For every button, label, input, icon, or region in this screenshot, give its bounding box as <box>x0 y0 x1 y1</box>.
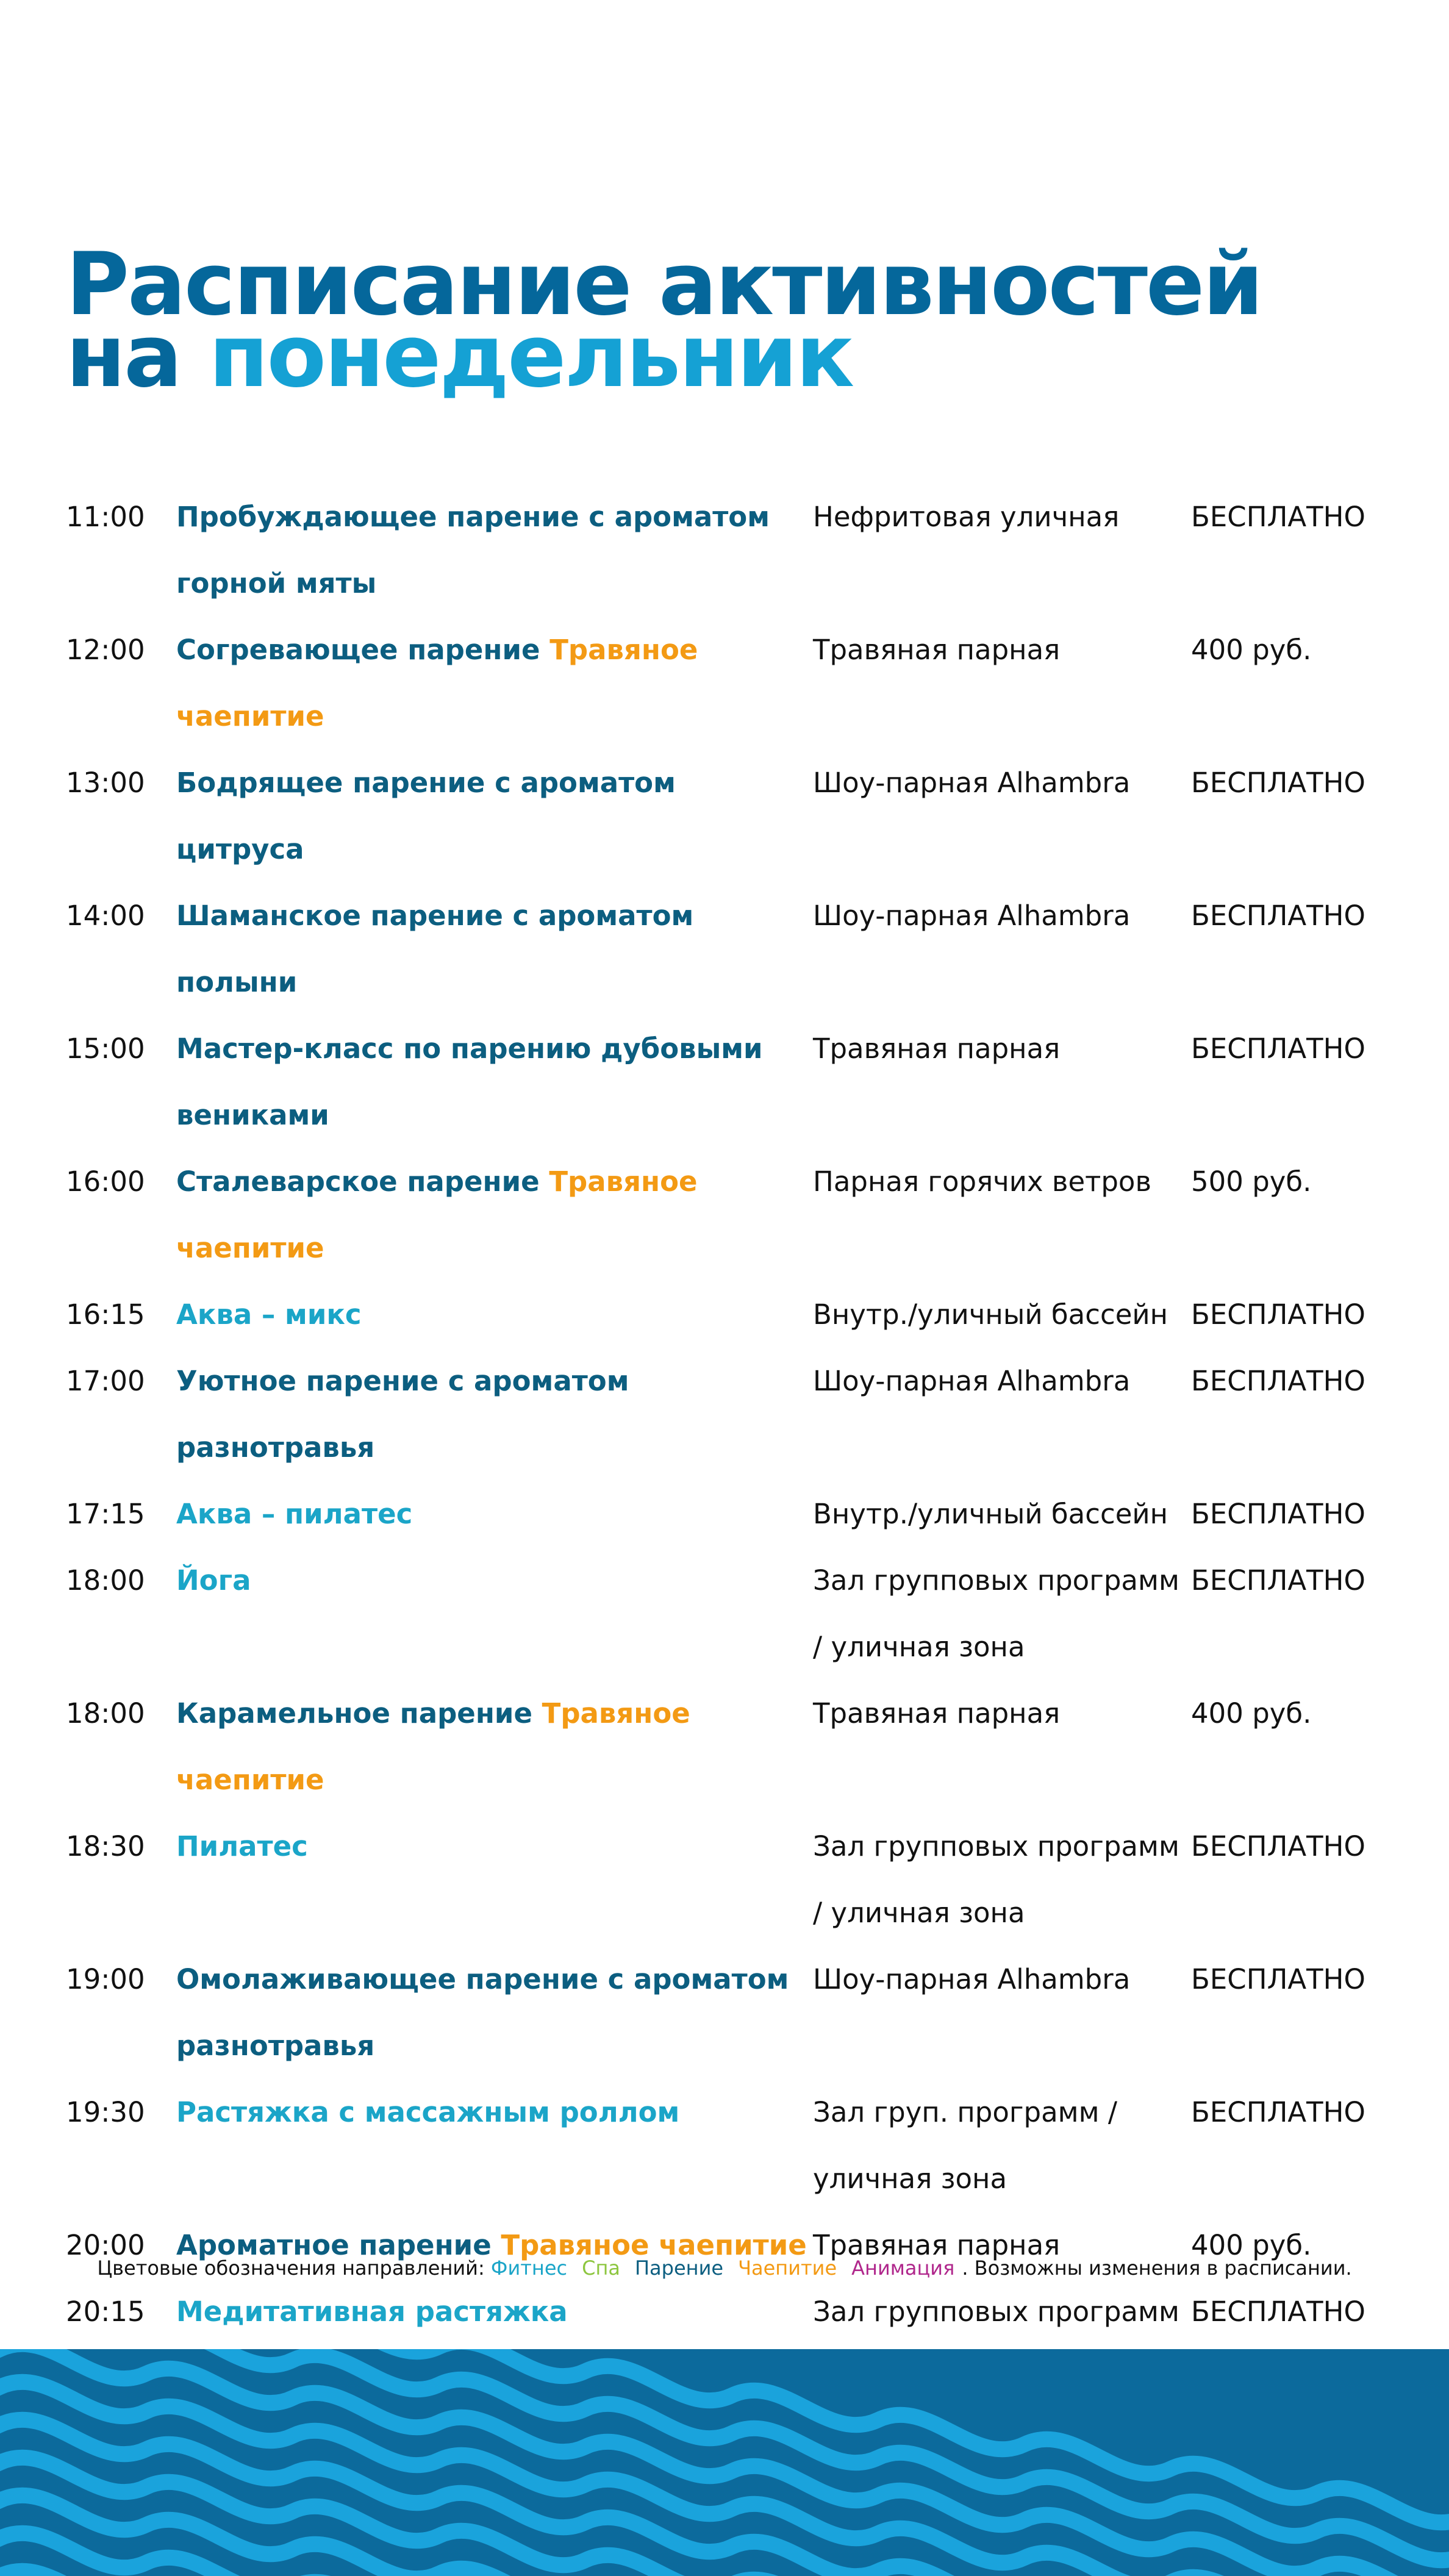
schedule-price: БЕСПЛАТНО <box>1191 1032 1365 1065</box>
schedule-activity <box>176 1148 813 1281</box>
activity-name: Карамельное парение <box>176 1697 532 1730</box>
legend-item: Анимация <box>851 2256 955 2280</box>
schedule-activity <box>176 882 813 1015</box>
schedule-price: БЕСПЛАТНО <box>1191 767 1365 799</box>
activity-name: Медитативная растяжка <box>176 2295 568 2328</box>
schedule-time: 11:00 <box>66 501 145 533</box>
schedule-time: 18:00 <box>66 1697 145 1730</box>
activity-name: Ароматное парение <box>176 2229 492 2261</box>
decorative-wave-band <box>0 2349 1449 2576</box>
page-title <box>66 234 1262 407</box>
activity-name: Пробуждающее парение с ароматом горной мяты <box>176 501 770 599</box>
color-legend <box>0 2256 1449 2280</box>
schedule-row <box>0 882 1449 1015</box>
legend-item: Фитнес <box>490 2256 568 2280</box>
schedule-price: БЕСПЛАТНО <box>1191 1498 1365 1530</box>
schedule-price: БЕСПЛАТНО <box>1191 2295 1365 2328</box>
schedule-row <box>0 1680 1449 1813</box>
tea-ceremony-tag: Травяное чаепитие <box>176 1165 698 1264</box>
schedule-time: 18:30 <box>66 1830 145 1862</box>
schedule-price: БЕСПЛАТНО <box>1191 501 1365 533</box>
schedule-row <box>0 1481 1449 1547</box>
schedule-location: Травяная парная <box>813 1697 1061 1730</box>
schedule-time: 19:00 <box>66 1963 145 1995</box>
schedule-price: БЕСПЛАТНО <box>1191 1830 1365 1862</box>
schedule-activity <box>176 2079 813 2145</box>
schedule-price: БЕСПЛАТНО <box>1191 2096 1365 2128</box>
schedule-row <box>0 484 1449 617</box>
activity-name: Шаманское парение с ароматом полыни <box>176 900 694 998</box>
schedule-location: Внутр./уличный бассейн <box>813 1498 1168 1530</box>
activity-name: Йога <box>176 1564 251 1597</box>
schedule-activity <box>176 617 813 750</box>
legend-suffix: . Возможны изменения в расписании. <box>962 2256 1352 2280</box>
wave-stripe <box>0 2471 1449 2576</box>
schedule-row <box>0 1148 1449 1281</box>
schedule-location: Шоу-парная Alhambra <box>813 767 1131 799</box>
legend-item: Парение <box>634 2256 724 2280</box>
schedule-price: 400 руб. <box>1191 2229 1312 2261</box>
tea-ceremony-tag: Травяное чаепитие <box>176 634 698 732</box>
schedule-activity <box>176 1946 813 2079</box>
schedule-time: 18:00 <box>66 1564 145 1597</box>
schedule-row <box>0 1547 1449 1680</box>
activity-name: Аква – пилатес <box>176 1498 413 1530</box>
activity-name: Бодрящее парение с ароматом цитруса <box>176 767 676 865</box>
activity-name: Сталеварское парение <box>176 1165 540 1198</box>
schedule-activity <box>176 2278 813 2345</box>
activity-name: Мастер-класс по парению дубовыми вениками <box>176 1032 763 1131</box>
schedule-time: 15:00 <box>66 1032 145 1065</box>
schedule-table <box>0 484 1449 2544</box>
schedule-location: Травяная парная <box>813 2229 1061 2261</box>
schedule-location: Зал групповых программ / уличная зона <box>813 1830 1179 1929</box>
title-line-2-accent: понедельник <box>209 306 853 407</box>
schedule-activity <box>176 1481 813 1547</box>
activity-name: Уютное парение с ароматом разнотравья <box>176 1365 629 1464</box>
schedule-time: 13:00 <box>66 767 145 799</box>
schedule-location: Нефритовая уличная <box>813 501 1120 533</box>
schedule-price: БЕСПЛАТНО <box>1191 1298 1365 1331</box>
schedule-row <box>0 617 1449 750</box>
schedule-location: Шоу-парная Alhambra <box>813 1963 1131 1995</box>
schedule-row <box>0 1946 1449 2079</box>
activity-name: Согревающее парение <box>176 634 540 666</box>
schedule-row <box>0 1348 1449 1481</box>
schedule-activity <box>176 1281 813 1348</box>
legend-item: Чаепитие <box>738 2256 837 2280</box>
schedule-time: 20:00 <box>66 2229 145 2261</box>
tea-ceremony-tag: Травяное чаепитие <box>176 1697 690 1796</box>
schedule-location: Шоу-парная Alhambra <box>813 900 1131 932</box>
schedule-activity <box>176 1015 813 1148</box>
activity-name: Аква – микс <box>176 1298 362 1331</box>
schedule-price: 400 руб. <box>1191 634 1312 666</box>
schedule-time: 14:00 <box>66 900 145 932</box>
schedule-row <box>0 2079 1449 2212</box>
schedule-activity <box>176 484 813 617</box>
schedule-price: БЕСПЛАТНО <box>1191 1963 1365 1995</box>
schedule-time: 17:00 <box>66 1365 145 1397</box>
schedule-time: 19:30 <box>66 2096 145 2128</box>
schedule-price: БЕСПЛАТНО <box>1191 1365 1365 1397</box>
schedule-row <box>0 1281 1449 1348</box>
legend-item: Спа <box>582 2256 620 2280</box>
schedule-activity <box>176 1547 813 1614</box>
schedule-location: Травяная парная <box>813 634 1061 666</box>
tea-ceremony-tag: Травяное чаепитие <box>501 2229 807 2261</box>
schedule-activity <box>176 1813 813 1880</box>
legend-prefix: Цветовые обозначения направлений: <box>97 2256 485 2280</box>
schedule-activity <box>176 1348 813 1481</box>
schedule-price: 400 руб. <box>1191 1697 1312 1730</box>
schedule-time: 20:15 <box>66 2295 145 2328</box>
schedule-activity <box>176 1680 813 1813</box>
schedule-location: Травяная парная <box>813 1032 1061 1065</box>
schedule-location: Зал групповых программ <box>813 2295 1179 2328</box>
schedule-row <box>0 750 1449 882</box>
activity-name: Пилатес <box>176 1830 308 1862</box>
activity-name: Омолаживающее парение с ароматом разнотравья <box>176 1963 789 2062</box>
schedule-time: 12:00 <box>66 634 145 666</box>
schedule-price: 500 руб. <box>1191 1165 1312 1198</box>
schedule-row <box>0 1813 1449 1946</box>
legend-items <box>491 2256 962 2280</box>
schedule-location: Зал груп. программ / уличная зона <box>813 2096 1118 2195</box>
schedule-location: Шоу-парная Alhambra <box>813 1365 1131 1397</box>
schedule-location: Зал групповых программ / уличная зона <box>813 1564 1179 1663</box>
schedule-time: 17:15 <box>66 1498 145 1530</box>
schedule-time: 16:15 <box>66 1298 145 1331</box>
schedule-price: БЕСПЛАТНО <box>1191 1564 1365 1597</box>
wave-pattern <box>0 2349 1449 2576</box>
schedule-location: Внутр./уличный бассейн <box>813 1298 1168 1331</box>
title-line-2-prefix: на <box>66 306 209 407</box>
schedule-time: 16:00 <box>66 1165 145 1198</box>
title-line-1: Расписание активностей <box>66 234 1262 335</box>
schedule-location: Парная горячих ветров <box>813 1165 1151 1198</box>
schedule-price: БЕСПЛАТНО <box>1191 900 1365 932</box>
schedule-activity <box>176 750 813 882</box>
activity-name: Растяжка с массажным роллом <box>176 2096 680 2128</box>
schedule-row <box>0 1015 1449 1148</box>
